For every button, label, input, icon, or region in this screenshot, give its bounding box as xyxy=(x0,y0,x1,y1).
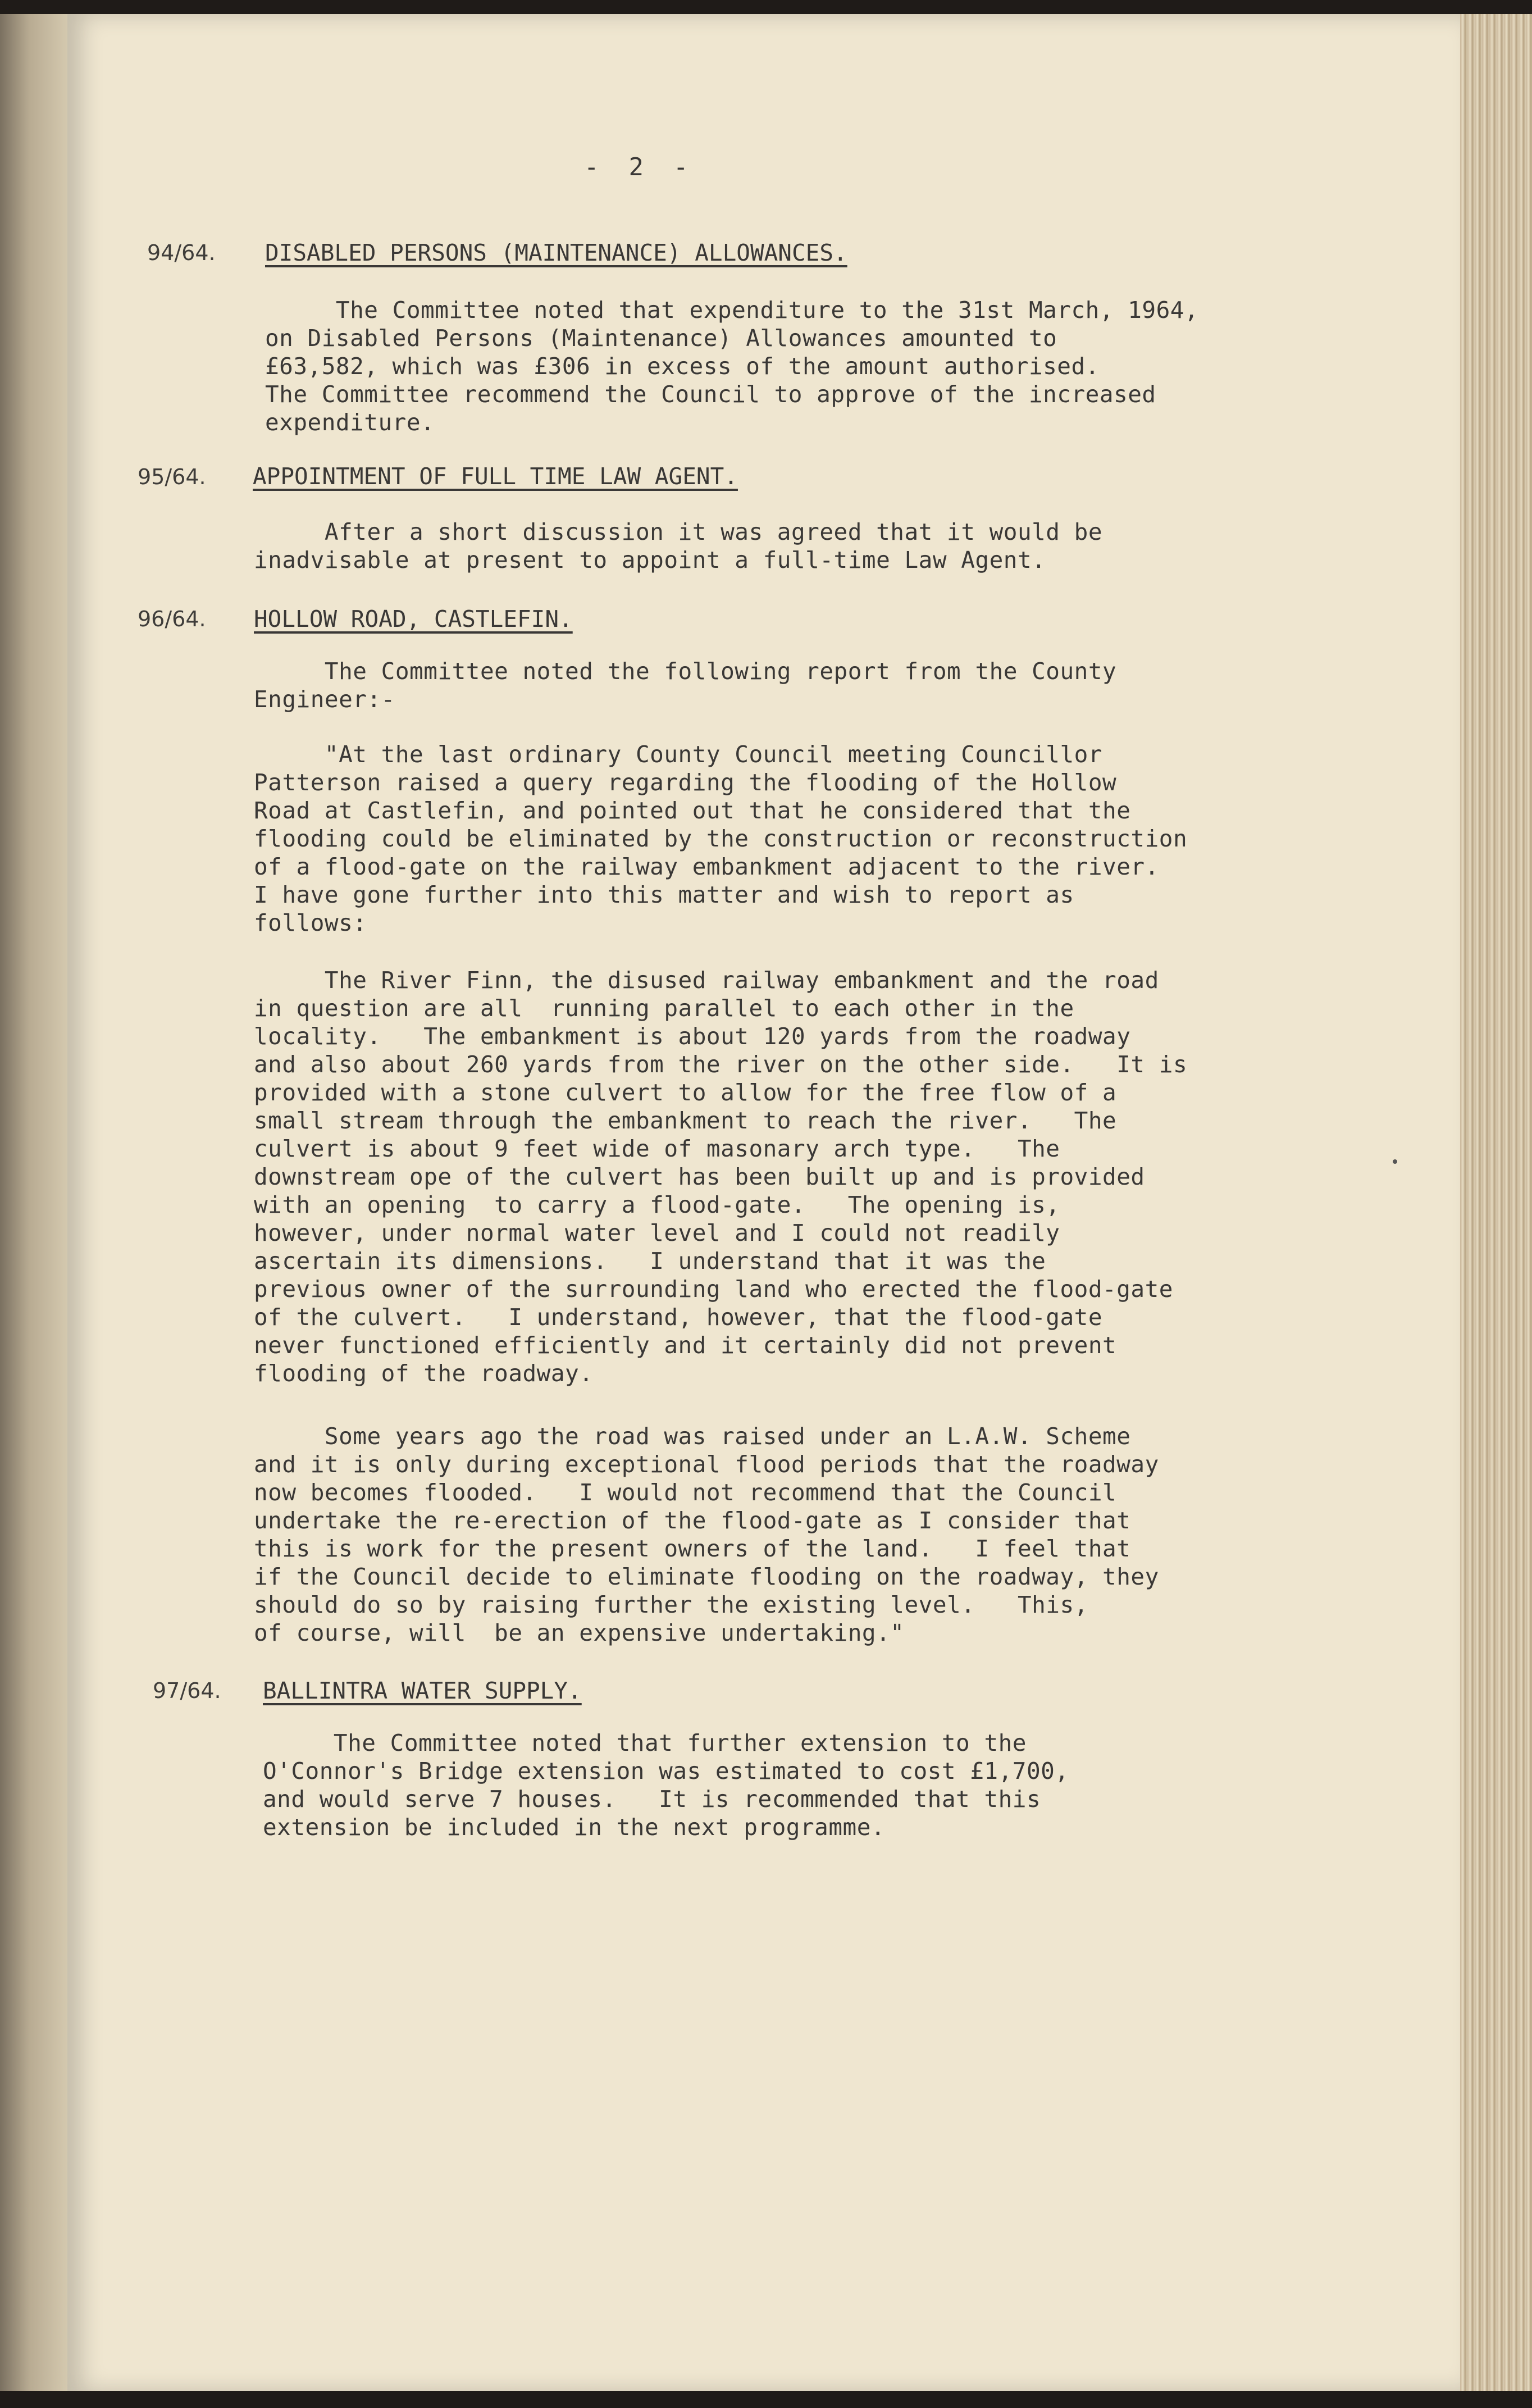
book-gutter xyxy=(0,14,73,2391)
section-paragraph: The Committee noted that further extension to the O'Connor's Bridge extension was estimated to cost £1,700, and would serve 7 houses. It is recommended that this extension be included in the next programme. xyxy=(263,1729,1069,1841)
section-number: 95/64. xyxy=(138,465,206,489)
paper-speck xyxy=(1393,1159,1397,1164)
scan-bottom-edge xyxy=(0,2391,1532,2408)
section-number: 97/64. xyxy=(153,1678,221,1703)
page-number: - 2 - xyxy=(584,153,689,181)
section-paragraph: "At the last ordinary County Council meeting Councillor Patterson raised a query regarding the flooding of the Hollow Road at Castlefin, and pointed out that he considered that the flooding could be eliminated by the construction or reconstruction of a flood-gate on the railway embankment adjacent to the river. I have gone further into this matter and wish to report as follows: xyxy=(254,741,1188,936)
section-number: 96/64. xyxy=(138,607,206,631)
section-number: 94/64. xyxy=(147,240,216,265)
section-heading: BALLINTRA WATER SUPPLY. xyxy=(263,1677,582,1704)
section-heading: DISABLED PERSONS (MAINTENANCE) ALLOWANCES. xyxy=(265,239,847,266)
scan-top-edge xyxy=(0,0,1532,14)
section-paragraph: Some years ago the road was raised under an L.A.W. Scheme and it is only during exceptional flood periods that the roadway now becomes flooded. I would not recommend that the Council undertake the re-erection of the flood-gate as I consider that this is work for the present owners of the land. I feel that if the Council decide to eliminate flooding on the roadway, they should do so by raising further the existing level. This, of course, will be an expensive undertaking." xyxy=(254,1423,1159,1646)
section-paragraph: After a short discussion it was agreed that it would be inadvisable at present to appoint a full-time Law Agent. xyxy=(254,518,1103,573)
section-paragraph: The Committee noted that expenditure to the 31st March, 1964, on Disabled Persons (Maintenance) Allowances amounted to £63,582, which was £306 in excess of the amount authorised. The Committee recommend the Council to approve of the increased expenditure. xyxy=(265,297,1199,436)
section-heading: HOLLOW ROAD, CASTLEFIN. xyxy=(254,606,573,632)
section-heading: APPOINTMENT OF FULL TIME LAW AGENT. xyxy=(253,463,738,490)
section-paragraph: The Committee noted the following report from the County Engineer:- xyxy=(254,658,1117,713)
section-paragraph: The River Finn, the disused railway embankment and the road in question are all running parallel to each other in the locality. The embankment is about 120 yards from the roadway and also about 260 yards from the river on the other side. It is provided with a stone culvert to allow for the free flow of a small stream through the embankment to reach the river. The culvert is about 9 feet wide of masonary arch type. The downstream ope of the culvert has been built up and is provided with an opening to carry a flood-gate. The opening is, however, under normal water level and I could not readily ascertain its dimensions. I understand that it was the previous owner of the surrounding land who erected the flood-gate of the culvert. I understand, however, that the flood-gate never functioned efficiently and it certainly did not prevent flooding of the roadway. xyxy=(254,967,1188,1387)
page-stack-edge xyxy=(1460,14,1532,2391)
